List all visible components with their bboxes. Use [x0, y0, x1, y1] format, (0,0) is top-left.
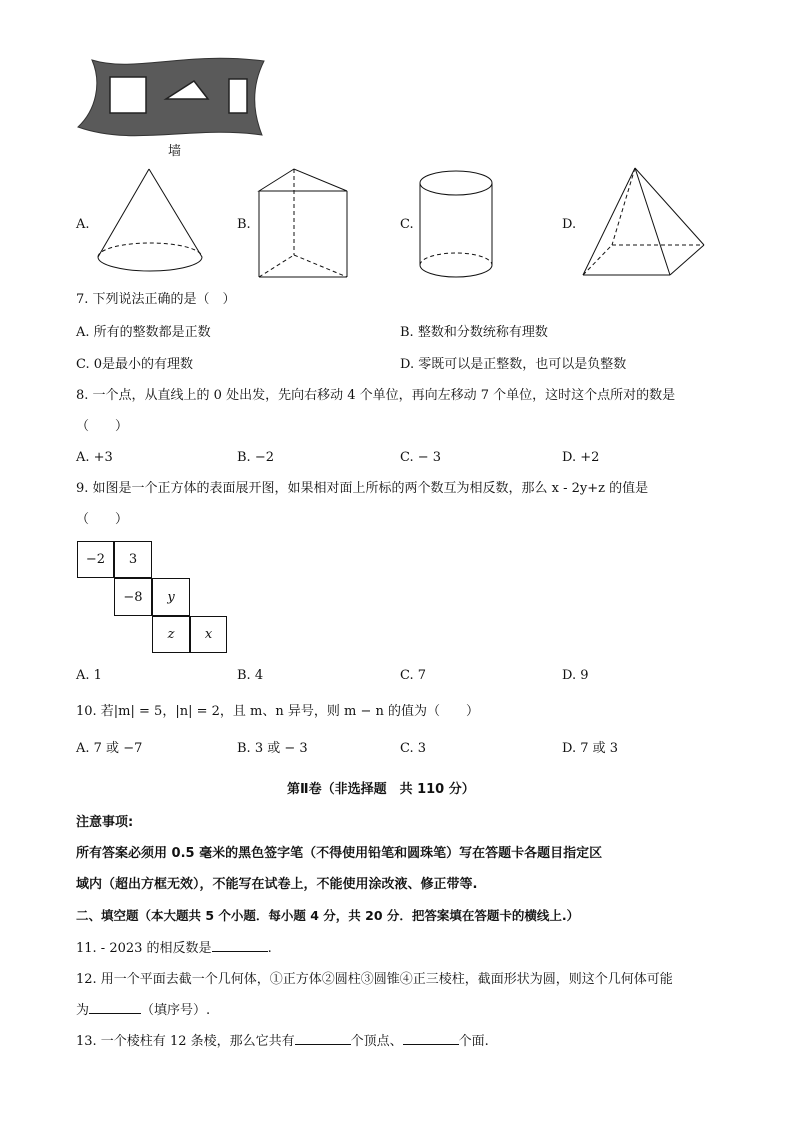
q7-stem: 7. 下列说法正确的是（ ） [76, 292, 236, 307]
q9-stem-line1: 9. 如图是一个正方体的表面展开图，如果相对面上所标的两个数互为相反数，那么 x - 2y+z 的值是 [76, 481, 649, 496]
q9-stem-line2: （ ） [76, 512, 129, 527]
q12-answer-blank[interactable] [89, 1001, 141, 1014]
net-cell-r1c1: −2 [77, 541, 114, 578]
net-cell-r2c3: y [152, 578, 190, 616]
q8-stem-line2: （ ） [76, 419, 129, 434]
q12-post: （填序号）. [141, 1003, 211, 1018]
square-pyramid-figure [580, 163, 710, 283]
rectangle-hole [229, 79, 247, 113]
q10-option-c: C. 3 [400, 741, 427, 756]
net-cell-r1c2: 3 [114, 541, 152, 578]
net-cell-r3c3: z [152, 616, 190, 653]
notice-line1: 所有答案必须用 0.5 毫米的黑色签字笔（不得使用铅笔和圆珠笔）写在答题卡各题目指定区 [76, 846, 603, 861]
q8-option-a: A. +3 [76, 450, 113, 465]
notice-line2: 域内（超出方框无效），不能写在试卷上，不能使用涂改液、修正带等. [76, 877, 478, 892]
part2-title: 第Ⅱ卷（非选择题 共 110 分） [287, 782, 475, 797]
notice-heading: 注意事项: [76, 815, 134, 830]
q9-option-b: B. 4 [237, 668, 264, 683]
q6-option-a-letter: A. [76, 217, 90, 232]
q9-option-c: C. 7 [400, 668, 427, 683]
q10-stem: 10. 若|m| = 5，|n| = 2，且 m、n 异号，则 m − n 的值为（ ） [76, 704, 479, 719]
q6-option-d-letter: D. [562, 217, 577, 232]
square-hole [110, 77, 146, 113]
q13-end: 个面. [458, 1034, 489, 1049]
triangular-prism-figure [256, 163, 356, 283]
cone-figure [92, 165, 212, 285]
q13-faces-blank[interactable] [403, 1032, 459, 1045]
wall-label: 墙 [168, 144, 182, 159]
q11-stem: 11. - 2023 的相反数是 [76, 941, 212, 956]
q12-line2 [76, 1001, 210, 1020]
q7-option-a: A. 所有的整数都是正数 [76, 325, 211, 340]
q7-option-b: B. 整数和分数统称有理数 [400, 325, 548, 340]
q11-answer-blank[interactable] [212, 939, 268, 952]
q13-vertices-blank[interactable] [295, 1032, 351, 1045]
q12-line1: 12. 用一个平面去截一个几何体，①正方体②圆柱③圆锥④正三棱柱，截面形状为圆，则这个几何体可能 [76, 972, 673, 987]
q13-stem: 13. 一个棱柱有 12 条棱，那么它共有 [76, 1034, 295, 1049]
q11-end: . [267, 941, 272, 956]
q10-option-a: A. 7 或 −7 [76, 741, 143, 756]
q8-option-c: C. − 3 [400, 450, 442, 465]
q13 [76, 1032, 489, 1051]
q11 [76, 939, 272, 958]
q9-option-a: A. 1 [76, 668, 102, 683]
q8-stem-line1: 8. 一个点，从直线上的 0 处出发，先向右移动 4 个单位，再向左移动 7 个单位，这时这个点所对的数是 [76, 388, 676, 403]
q10-option-d: D. 7 或 3 [562, 741, 619, 756]
q7-option-d: D. 零既可以是正整数，也可以是负整数 [400, 357, 627, 372]
wall-figure [74, 55, 274, 145]
net-cell-r3c4: x [190, 616, 227, 653]
q9-option-d: D. 9 [562, 668, 589, 683]
q6-option-c-letter: C. [400, 217, 414, 232]
q12-pre: 为 [76, 1003, 90, 1018]
section-title: 二、填空题（本大题共 5 个小题．每小题 4 分，共 20 分．把答案填在答题卡的横线上.） [76, 908, 580, 923]
q10-option-b: B. 3 或 − 3 [237, 741, 308, 756]
cylinder-figure [418, 165, 508, 285]
q13-mid: 个顶点、 [350, 1034, 403, 1049]
q8-option-d: D. +2 [562, 450, 600, 465]
q6-option-b-letter: B. [237, 217, 251, 232]
q7-option-c: C. 0是最小的有理数 [76, 357, 194, 372]
q8-option-b: B. −2 [237, 450, 274, 465]
net-cell-r2c2: −8 [114, 578, 152, 616]
